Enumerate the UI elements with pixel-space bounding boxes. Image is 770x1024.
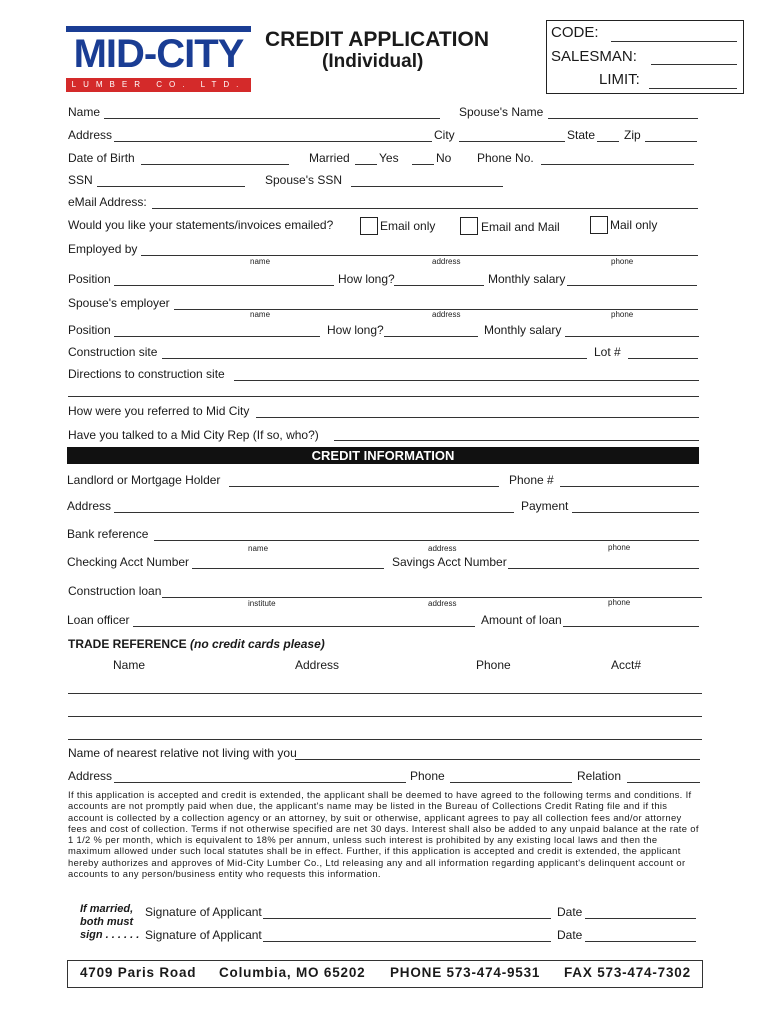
position-label: Position <box>68 272 111 286</box>
married-note-line-1: If married, <box>80 903 134 915</box>
address-field[interactable] <box>114 141 432 142</box>
logo-wordmark: MID-CITY <box>73 32 244 76</box>
signature-2-field[interactable] <box>263 941 551 942</box>
trade-reference-row-3[interactable] <box>68 739 702 740</box>
email-and-mail-checkbox[interactable] <box>460 217 478 235</box>
spouse-monthly-salary-label: Monthly salary <box>484 323 562 337</box>
checking-label: Checking Acct Number <box>67 555 190 569</box>
loan-officer-field[interactable] <box>133 626 475 627</box>
footer-city: Columbia, MO 65202 <box>219 965 366 980</box>
footer-phone: PHONE 573-474-9531 <box>390 965 541 980</box>
married-note-line-3: sign . . . . . . <box>80 929 140 941</box>
trade-col-phone: Phone <box>476 658 511 672</box>
signature-2-label: Signature of Applicant <box>145 928 262 942</box>
trade-reference-heading <box>68 637 325 651</box>
bank-name-caption: name <box>248 544 269 553</box>
logo-tagline: LUMBER CO. LTD. <box>66 78 251 92</box>
credit-information-header: CREDIT INFORMATION <box>67 447 699 464</box>
spouse-monthly-salary-field[interactable] <box>565 336 699 337</box>
relative-address-field[interactable] <box>114 782 406 783</box>
loan-address-caption: address <box>428 599 457 608</box>
dob-field[interactable] <box>141 164 289 165</box>
bank-reference-label: Bank reference <box>67 527 149 541</box>
landlord-address-field[interactable] <box>114 512 514 513</box>
savings-field[interactable] <box>508 568 699 569</box>
phone-no-label: Phone No. <box>477 151 534 165</box>
email-field[interactable] <box>152 208 698 209</box>
city-label: City <box>434 128 455 142</box>
email-label: eMail Address: <box>68 195 147 209</box>
trade-col-acct: Acct# <box>611 658 642 672</box>
spouse-employer-address-caption: address <box>432 310 461 319</box>
married-no-label: No <box>436 151 452 165</box>
limit-label: LIMIT: <box>599 71 640 88</box>
spouse-position-field[interactable] <box>114 336 320 337</box>
office-use-box <box>546 20 744 94</box>
date-2-label: Date <box>557 928 583 942</box>
trade-reference-title: TRADE REFERENCE <box>68 637 187 651</box>
directions-label: Directions to construction site <box>68 367 225 381</box>
amount-of-loan-label: Amount of loan <box>481 613 562 627</box>
date-1-label: Date <box>557 905 583 919</box>
spouse-how-long-field[interactable] <box>384 336 478 337</box>
referred-label: How were you referred to Mid City <box>68 404 250 418</box>
phone-no-field[interactable] <box>541 164 694 165</box>
employer-address-caption: address <box>432 257 461 266</box>
name-label: Name <box>68 105 101 119</box>
landlord-phone-label: Phone # <box>509 473 554 487</box>
how-long-field[interactable] <box>394 285 484 286</box>
directions-field-line-2[interactable] <box>68 396 699 397</box>
spouse-how-long-label: How long? <box>327 323 384 337</box>
how-long-label: How long? <box>338 272 395 286</box>
married-label: Married <box>309 151 350 165</box>
amount-of-loan-field[interactable] <box>563 626 699 627</box>
email-and-mail-label: Email and Mail <box>481 220 560 234</box>
spouse-employer-phone-caption: phone <box>611 310 634 319</box>
construction-site-label: Construction site <box>68 345 158 359</box>
employer-name-caption: name <box>250 257 271 266</box>
company-logo <box>66 26 251 92</box>
email-only-checkbox[interactable] <box>360 217 378 235</box>
email-only-label: Email only <box>380 219 436 233</box>
relative-address-label: Address <box>68 769 113 783</box>
savings-label: Savings Acct Number <box>392 555 507 569</box>
married-yes-blank[interactable] <box>355 164 377 165</box>
state-field[interactable] <box>597 141 619 142</box>
position-field[interactable] <box>114 285 334 286</box>
loan-officer-label: Loan officer <box>67 613 130 627</box>
spouse-employer-label: Spouse's employer <box>68 296 170 310</box>
email-question: Would you like your statements/invoices emailed? <box>68 218 334 232</box>
signature-1-label: Signature of Applicant <box>145 905 262 919</box>
talked-label: Have you talked to a Mid City Rep (If so, who?) <box>68 428 319 442</box>
referred-field[interactable] <box>256 417 699 418</box>
spouse-name-label: Spouse's Name <box>459 105 544 119</box>
form-title: CREDIT APPLICATION <box>265 28 489 51</box>
relative-phone-field[interactable] <box>450 782 572 783</box>
married-yes-label: Yes <box>379 151 399 165</box>
employer-phone-caption: phone <box>611 257 634 266</box>
date-2-field[interactable] <box>585 941 696 942</box>
landlord-phone-field[interactable] <box>560 486 699 487</box>
married-no-blank[interactable] <box>412 164 434 165</box>
married-note-line-2: both must <box>80 916 134 928</box>
spouse-name-field[interactable] <box>548 118 698 119</box>
city-field[interactable] <box>459 141 565 142</box>
spouse-employer-name-caption: name <box>250 310 271 319</box>
monthly-salary-label: Monthly salary <box>488 272 566 286</box>
footer-address: 4709 Paris Road <box>80 965 197 980</box>
footer-fax: FAX 573-474-7302 <box>564 965 691 980</box>
relative-field[interactable] <box>295 759 700 760</box>
relation-field[interactable] <box>627 782 700 783</box>
bank-phone-caption: phone <box>608 543 631 552</box>
loan-institute-caption: institute <box>248 599 276 608</box>
zip-label: Zip <box>624 128 641 142</box>
form-subtitle: (Individual) <box>322 51 424 72</box>
spouse-position-label: Position <box>68 323 111 337</box>
trade-reference-note: (no credit cards please) <box>190 637 325 651</box>
mail-only-label: Mail only <box>610 218 658 232</box>
checking-field[interactable] <box>192 568 384 569</box>
state-label: State <box>567 128 596 142</box>
relative-label: Name of nearest relative not living with you <box>68 746 297 760</box>
contact-footer <box>67 960 703 988</box>
trade-col-address: Address <box>295 658 340 672</box>
employed-by-label: Employed by <box>68 242 138 256</box>
directions-field[interactable] <box>234 380 699 381</box>
terms-and-conditions: If this application is accepted and credit is extended, the applicant shall be deemed to have agreed to the following terms and conditions. If accounts are not promptly paid when due, the applicant's name may be listed in the Bureau of Collections Credit Rating file and if this account is collected by a collection agency or an attorney, by suit or otherwise, applicant agrees to pay all collection fees and/or attorney fees and cost of collection. Terms if not otherwise specified are net 30 days. Interest shall also be added to any unpaid balance at the rate of 1 1/2 % per month, which is equivalent to 18% per annum, unless such interest is prohibited by any existing local laws and then the maximum allowed under such local statutes shall be in effect. Further, if this application is accepted and credit is extended, the applicant hereby authorizes and approves of Mid-City Lumber Co., Ltd releasing any and all information regarding applicant's delinquent account or accounts to any person/business entity who requests this information. <box>68 789 699 880</box>
construction-site-field[interactable] <box>162 358 587 359</box>
relation-label: Relation <box>577 769 622 783</box>
landlord-field[interactable] <box>229 486 499 487</box>
ssn-field[interactable] <box>97 186 245 187</box>
bank-address-caption: address <box>428 544 457 553</box>
trade-reference-row-1[interactable] <box>68 693 702 694</box>
landlord-address-label: Address <box>67 499 112 513</box>
payment-field[interactable] <box>572 512 699 513</box>
trade-col-name: Name <box>113 658 146 672</box>
date-1-field[interactable] <box>585 918 696 919</box>
loan-phone-caption: phone <box>608 598 631 607</box>
spouse-ssn-label: Spouse's SSN <box>265 173 342 187</box>
monthly-salary-field[interactable] <box>567 285 697 286</box>
lot-field[interactable] <box>628 358 698 359</box>
name-field[interactable] <box>104 118 440 119</box>
relative-phone-label: Phone <box>410 769 445 783</box>
mail-only-checkbox[interactable] <box>590 216 608 234</box>
spouse-ssn-field[interactable] <box>351 186 503 187</box>
talked-field[interactable] <box>334 440 699 441</box>
construction-loan-label: Construction loan <box>68 584 162 598</box>
employed-by-field[interactable] <box>141 255 698 256</box>
dob-label: Date of Birth <box>68 151 135 165</box>
landlord-label: Landlord or Mortgage Holder <box>67 473 221 487</box>
code-label: CODE: <box>551 24 599 41</box>
payment-label: Payment <box>521 499 569 513</box>
trade-reference-row-2[interactable] <box>68 716 702 717</box>
bank-reference-field[interactable] <box>154 540 699 541</box>
ssn-label: SSN <box>68 173 93 187</box>
salesman-label: SALESMAN: <box>551 48 637 65</box>
lot-label: Lot # <box>594 345 621 359</box>
zip-field[interactable] <box>645 141 697 142</box>
address-label: Address <box>68 128 113 142</box>
signature-1-field[interactable] <box>263 918 551 919</box>
